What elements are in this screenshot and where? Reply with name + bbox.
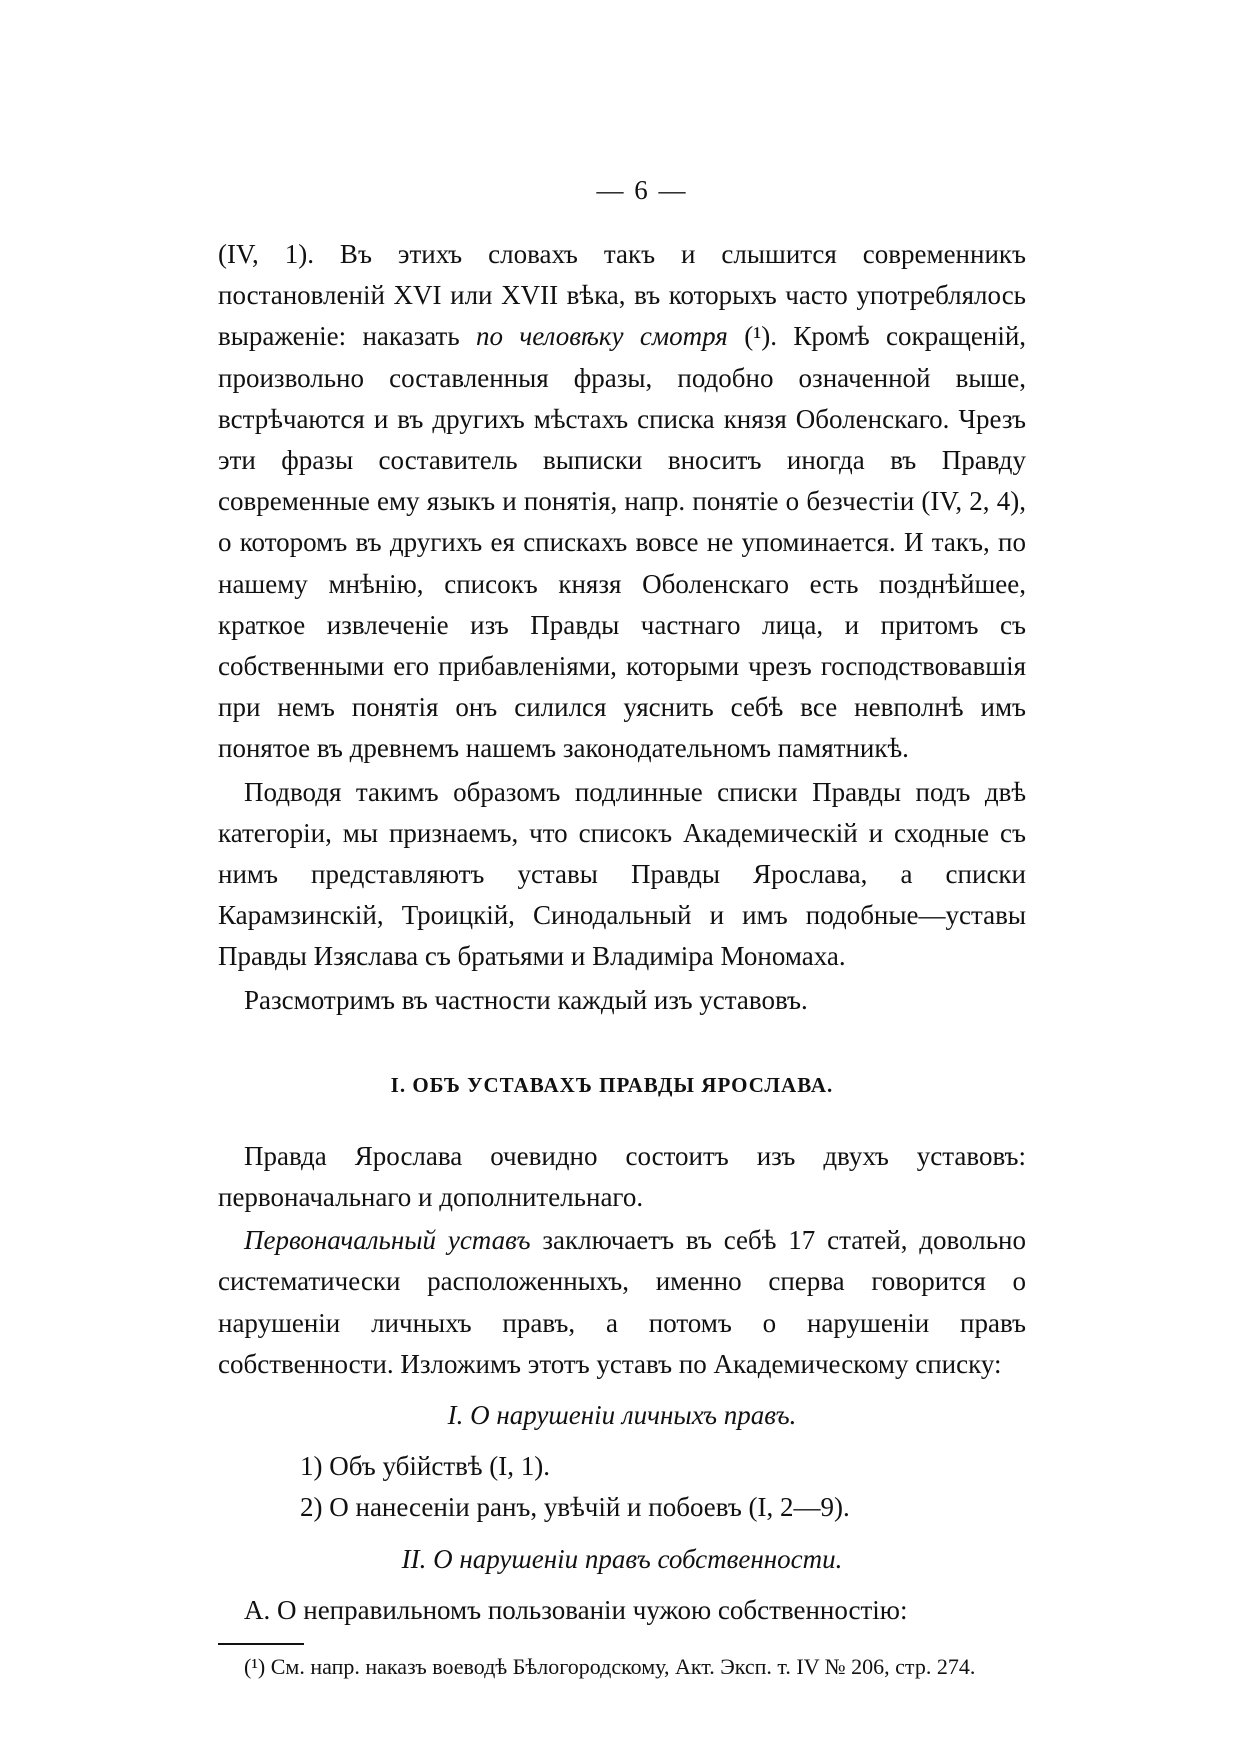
footnote: (¹) См. напр. наказъ воеводѣ Бѣлогородскому, Акт. Эксп. т. IV № 206, стр. 274. bbox=[244, 1654, 976, 1680]
document-page bbox=[218, 175, 1026, 1683]
paragraph-4: Правда Ярослава очевидно состоитъ изъ двухъ уставовъ: первоначальнаго и дополнительнаго. bbox=[218, 1140, 1026, 1213]
list-item-1: 1) Объ убійствѣ (I, 1). bbox=[300, 1451, 551, 1482]
paragraph-5-italic: Первоначальный уставъ bbox=[244, 1225, 531, 1256]
subheading-personal-rights: I. О нарушеніи личныхъ правъ. bbox=[447, 1400, 797, 1431]
footnote-divider bbox=[218, 1643, 304, 1645]
subheading-property-rights: II. О нарушеніи правъ собственности. bbox=[401, 1543, 843, 1574]
item-a: А. О неправильномъ пользованіи чужою собственностію: bbox=[244, 1594, 908, 1625]
page-number: — 6 — bbox=[596, 175, 688, 205]
paragraph-3: Разсмотримъ въ частности каждый изъ уставовъ. bbox=[244, 984, 808, 1015]
paragraph-5-text: заключаетъ въ себѣ 17 статей, довольно систематически расположенныхъ, именно сперва говорится о нарушеніи личныхъ правъ, а потомъ о нарушеніи правъ собственности. Изложимъ этотъ уставъ по Академическому списку: bbox=[218, 1225, 1026, 1379]
paragraph-1 bbox=[218, 234, 1026, 770]
paragraph-1-text-a: (IV, 1). Въ этихъ словахъ такъ и слышится современникъ постановленій XVI или XVII вѣка, въ которыхъ часто употреблялось выраженіе: наказать bbox=[218, 239, 1026, 352]
paragraph-1-text-b: (¹). Кромѣ сокращеній, произвольно составленныя фразы, подобно означенной выше, встрѣчаются и въ другихъ мѣстахъ списка князя Оболенскаго. Чрезъ эти фразы составитель выписки вноситъ иногда въ Правду современные ему языкъ и понятія, напр. понятіе о безчестіи (IV, 2, 4), о которомъ въ другихъ ея спискахъ вовсе не упоминается. И такъ, по нашему мнѣнію, списокъ князя Оболенскаго есть позднѣйшее, краткое извлеченіе изъ Правды частнаго лица, и притомъ съ собственными его прибавленіями, которыми чрезъ господствовавшія при немъ понятія онъ силился уяснить себѣ все невполнѣ имъ понятое въ древнемъ нашемъ законодательномъ памятникѣ. bbox=[218, 321, 1027, 764]
paragraph-5 bbox=[218, 1220, 1026, 1385]
paragraph-2: Подводя такимъ образомъ подлинные списки Правды подъ двѣ категоріи, мы признаемъ, что списокъ Академическій и сходные съ нимъ представляютъ уставы Правды Ярослава, а списки Карамзинскій, Троицкій, Синодальный и имъ подобные—уставы Правды Изяслава съ братьями и Владиміра Мономаха. bbox=[218, 776, 1026, 972]
section-title: I. ОБЪ УСТАВАХЪ ПРАВДЫ ЯРОСЛАВА. bbox=[390, 1072, 834, 1097]
list-item-2: 2) О нанесеніи ранъ, увѣчій и побоевъ (I, 2—9). bbox=[300, 1492, 850, 1523]
paragraph-1-italic: по человѣку смотря bbox=[476, 321, 728, 352]
